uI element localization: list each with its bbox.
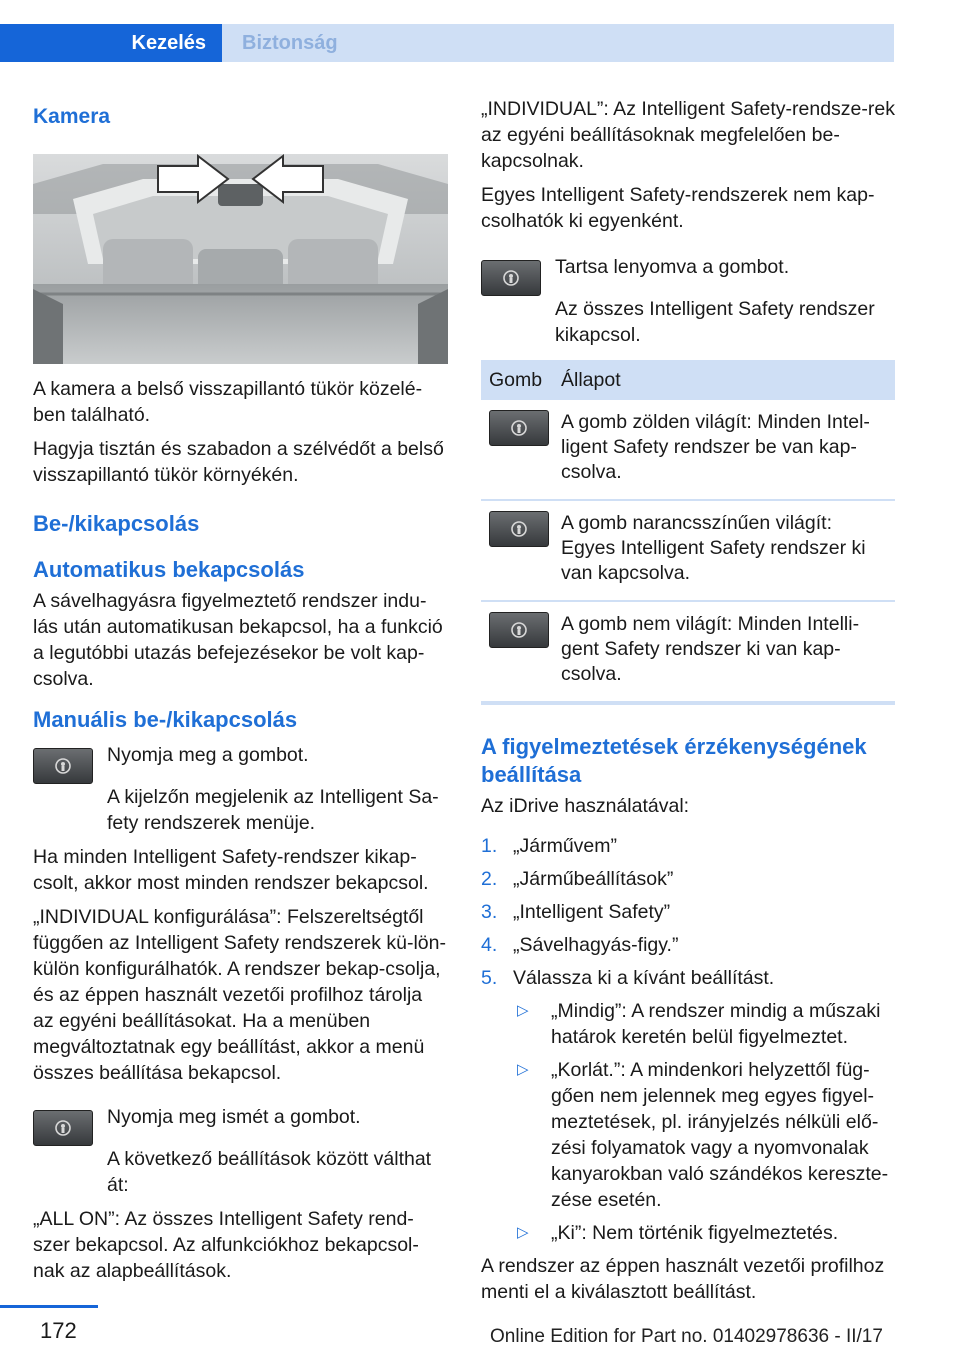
heading-camera: Kamera — [33, 105, 111, 128]
triangle-bullet-icon: ▷ — [517, 1061, 529, 1078]
sub-item-text: „Ki”: Nem történik figyelmeztetés. — [551, 1222, 839, 1244]
intelligent-safety-button-icon — [489, 410, 549, 446]
table-row — [481, 400, 895, 500]
left-column — [33, 96, 448, 1292]
some-systems-text: Egyes Intelligent Safety-rendszerek nem kap-csolhatók ki egyenként. — [481, 184, 875, 232]
table-header-row — [481, 360, 895, 400]
idrive-text: Az iDrive használatával: — [481, 795, 690, 817]
table-header-allapot: Állapot — [553, 360, 895, 400]
table-cell-state: A gomb nem világít: Minden Intelli-gent Safety rendszer ki van kap-csolva. — [553, 601, 895, 703]
sub-item-korlat — [517, 1057, 895, 1213]
list-item — [481, 833, 895, 859]
header-bar — [0, 0, 960, 62]
step-number: 2. — [481, 868, 498, 890]
button-instruction-hold — [481, 254, 895, 296]
step-text: „Intelligent Safety” — [513, 901, 671, 923]
list-item — [481, 899, 895, 925]
heading-sensitivity: A figyelmeztetések érzékenységének beállítása — [481, 734, 867, 787]
step-text: „Sávelhagyás-figy.” — [513, 934, 679, 956]
switch-settings-text: A következő beállítások között válthat át: — [107, 1148, 432, 1196]
sub-item-mindig — [517, 998, 895, 1050]
camera-illustration — [33, 154, 448, 364]
intelligent-safety-button-icon — [489, 511, 549, 547]
table-header-gomb: Gomb — [481, 360, 553, 400]
heading-auto: Automatikus bekapcsolás — [33, 557, 305, 582]
list-item — [481, 965, 895, 991]
tab-biztonsag[interactable]: Biztonság — [222, 24, 894, 62]
steps-list — [481, 833, 895, 991]
step-text: „Járművem” — [513, 835, 618, 857]
table-cell-icon — [481, 400, 553, 500]
camera-photo — [33, 154, 448, 364]
table-row — [481, 500, 895, 601]
edition-text: Online Edition for Part no. 01402978636 - II/17 — [490, 1326, 883, 1347]
step-text: „Járműbeállítások” — [513, 868, 674, 890]
footer-rule — [0, 1305, 98, 1308]
table-row — [481, 601, 895, 703]
right-column — [481, 96, 895, 1313]
button-instruction-press-again — [33, 1104, 448, 1146]
menu-shown-text: A kijelzőn megjelenik az Intelligent Sa-fety rendszerek menüje. — [107, 786, 439, 834]
all-off-text: Ha minden Intelligent Safety-rendszer kikap-csolt, akkor most minden rendszer bekapcsol. — [33, 846, 429, 894]
tab-kezeles[interactable]: Kezelés — [0, 24, 222, 62]
table-cell-state: A gomb zölden világít: Minden Intel-ligent Safety rendszer be van kap-csolva. — [553, 400, 895, 500]
intelligent-safety-button-icon — [489, 612, 549, 648]
step-number: 3. — [481, 901, 498, 923]
heading-onoff: Be-/kikapcsolás — [33, 511, 200, 536]
step-number: 5. — [481, 967, 498, 989]
individual-text: „INDIVIDUAL”: Az Intelligent Safety-rendsze-rek az egyéni beállításoknak megfelelően be-kapcsolnak. — [481, 98, 895, 172]
table-cell-icon — [481, 500, 553, 601]
auto-text: A sávelhagyásra figyelmeztető rendszer indu-lás után automatikusan bekapcsol, ha a funkció a legutóbbi utazás befejezésekor be volt kap-csolva. — [33, 590, 443, 690]
list-item — [481, 932, 895, 958]
intelligent-safety-button-icon — [33, 748, 93, 784]
hold-button-text: Tartsa lenyomva a gombot. — [555, 256, 790, 278]
step-number: 4. — [481, 934, 498, 956]
table-cell-icon — [481, 601, 553, 703]
sub-item-text: „Korlát.”: A mindenkori helyzettől füg-gően nem jelennek meg egyes figyel-meztetések, pl. irányjelzés nélküli elő-zési folyamatok vagy a nyomvonalak kanyarokban való szándékos kereszte-zése esetén. — [551, 1059, 889, 1211]
individual-config-text: „INDIVIDUAL konfigurálása”: Felszereltségtől függően az Intelligent Safety rendszerek kü-lön-külön konfigurálhatók. A rendszer bekap-csolja, és az éppen használt vezetői profilhoz tárolja az egyéni beállításokat. Ha a menüben megváltoztatnak egy beállítást, akkor a menü összes beállítása bekapcsol. — [33, 906, 446, 1084]
intelligent-safety-button-icon — [33, 1110, 93, 1146]
button-instruction-press — [33, 742, 448, 784]
stored-setting-text: A rendszer az éppen használt vezetői profilhoz menti el a kiválasztott beállítást. — [481, 1255, 885, 1303]
press-again-text: Nyomja meg ismét a gombot. — [107, 1106, 361, 1128]
page-number: 172 — [40, 1318, 77, 1343]
step-text: Válassza ki a kívánt beállítást. — [513, 967, 775, 989]
all-on-text: „ALL ON”: Az összes Intelligent Safety rend-szer bekapcsol. Az alfunkciókhoz bekapcsol-nak az alapbeállítások. — [33, 1208, 419, 1282]
sub-item-ki — [517, 1220, 895, 1246]
press-button-text: Nyomja meg a gombot. — [107, 744, 309, 766]
triangle-bullet-icon: ▷ — [517, 1002, 529, 1019]
heading-manual: Manuális be-/kikapcsolás — [33, 707, 298, 732]
list-item — [481, 866, 895, 892]
step-number: 1. — [481, 835, 498, 857]
table-cell-state: A gomb narancsszínűen világít: Egyes Intelligent Safety rendszer ki van kapcsolva. — [553, 500, 895, 601]
all-disabled-text: Az összes Intelligent Safety rendszer kikapcsol. — [555, 298, 875, 346]
sub-item-text: „Mindig”: A rendszer mindig a műszaki határok keretén belül figyelmeztet. — [551, 1000, 881, 1048]
triangle-bullet-icon: ▷ — [517, 1224, 529, 1241]
camera-location-text: A kamera a belső visszapillantó tükör közelé-ben található. — [33, 378, 423, 426]
button-state-table — [481, 360, 895, 705]
intelligent-safety-button-icon — [481, 260, 541, 296]
camera-clean-text: Hagyja tisztán és szabadon a szélvédőt a belső visszapillantó tükör környékén. — [33, 438, 444, 486]
